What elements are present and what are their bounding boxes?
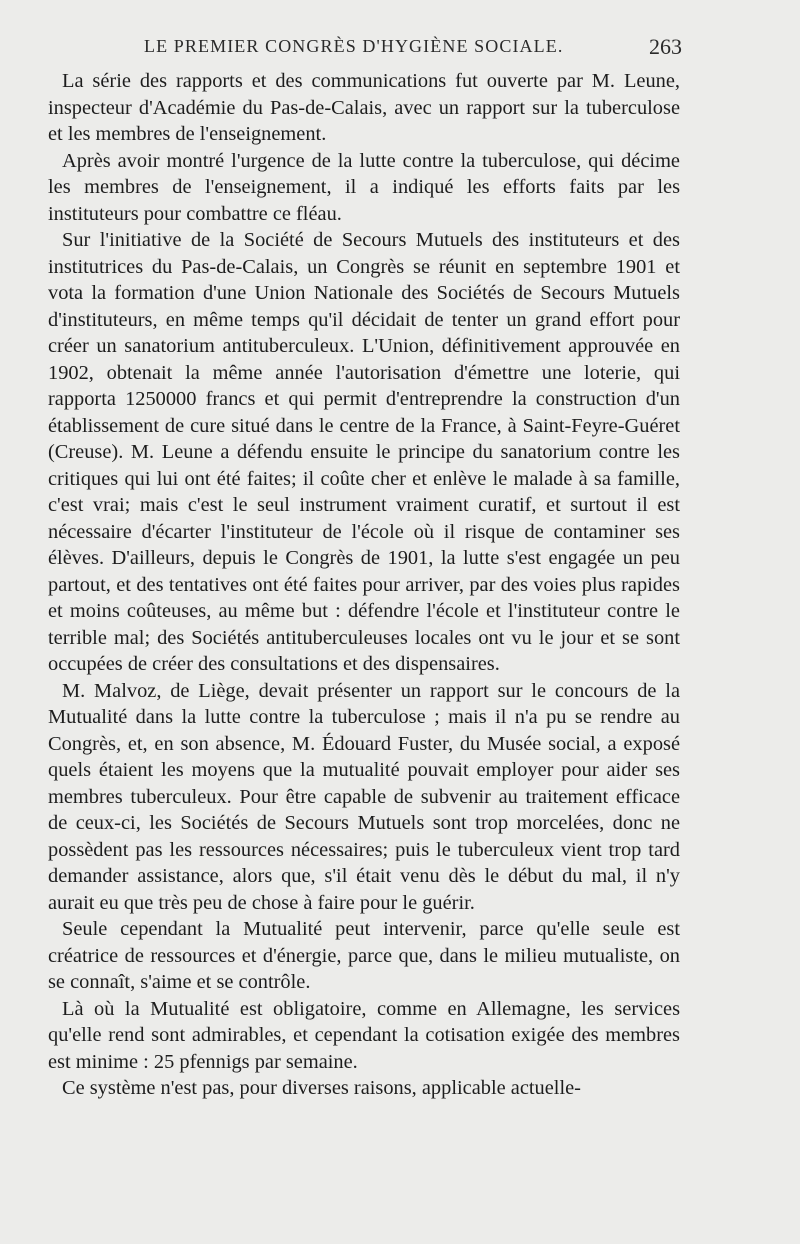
paragraph: Là où la Mutualité est obligatoire, comme en Allemagne, les services qu'elle rend sont admirables, et cependant la cotisation exigée des membres est minime : 25 pfennigs par semaine. [48,997,680,1073]
page-number: 263 [649,34,682,59]
body-text [48,68,680,1102]
paragraph: La série des rapports et des communications fut ouverte par M. Leune, inspecteur d'Académie du Pas-de-Calais, avec un rapport sur la tuberculose et les membres de l'enseignement. [48,70,680,145]
paragraph: Seule cependant la Mutualité peut intervenir, parce qu'elle seule est créatrice de ressources et d'énergie, parce que, dans le milieu mutualiste, on se connaît, s'aime et se contrôle. [48,918,680,993]
paragraph: Sur l'initiative de la Société de Secours Mutuels des instituteurs et des institutrices du Pas-de-Calais, un Congrès se réunit en septembre 1901 et vota la formation d'une Union Nationale des Sociétés de Secours Mutuels d'instituteurs, en même temps qu'il décidait de tenter un grand effort pour créer un sanatorium antituberculeux. L'Union, définitivement approuvée en 1902, obtenait la même année l'autorisation d'émettre une loterie, qui rapporta 1250000 francs et qui permit d'entreprendre la construction d'un établissement de cure situé dans le centre de la France, à Saint-Feyre-Guéret (Creuse). M. Leune a défendu ensuite le principe du sanatorium contre les critiques qui lui ont été faites; il coûte cher et enlève le malade à sa famille, c'est vrai; mais c'est le seul instrument vraiment curatif, et surtout il est nécessaire d'écarter l'instituteur de l'école où il risque de contaminer ses élèves. D'ailleurs, depuis le Congrès de 1901, la lutte s'est engagée un peu partout, et des tentatives ont été faites pour arriver, par des voies plus rapides et moins coûteuses, au même but : défendre l'école et l'instituteur contre le terrible mal; des Sociétés antituberculeuses locales ont vu le jour et se sont occupées de créer des consultations et des dispensaires. [48,229,680,675]
page-header [92,34,692,64]
paragraph: M. Malvoz, de Liège, devait présenter un rapport sur le concours de la Mutualité dans la lutte contre la tuberculose ; mais il n'a pu se rendre au Congrès, et, en son absence, M. Édouard Fuster, du Musée social, a exposé quels étaient les moyens que la mutualité pouvait employer pour aider ses membres tuberculeux. Pour être capable de subvenir au traitement efficace de ceux-ci, les Sociétés de Secours Mutuels sont trop morcelées, donc ne possèdent pas les ressources nécessaires; puis le tuberculeux vient trop tard demander assistance, alors que, s'il était venu dès le début du mal, il n'y aurait eu que très peu de chose à faire pour le guérir. [48,679,680,914]
paragraph: Ce système n'est pas, pour diverses raisons, applicable actuelle- [62,1077,581,1099]
running-head: LE PREMIER CONGRÈS D'HYGIÈNE SOCIALE. [144,36,564,56]
paragraph: Après avoir montré l'urgence de la lutte contre la tuberculose, qui décime les membres de l'enseignement, il a indiqué les efforts faits par les instituteurs pour combattre ce fléau. [48,149,680,225]
